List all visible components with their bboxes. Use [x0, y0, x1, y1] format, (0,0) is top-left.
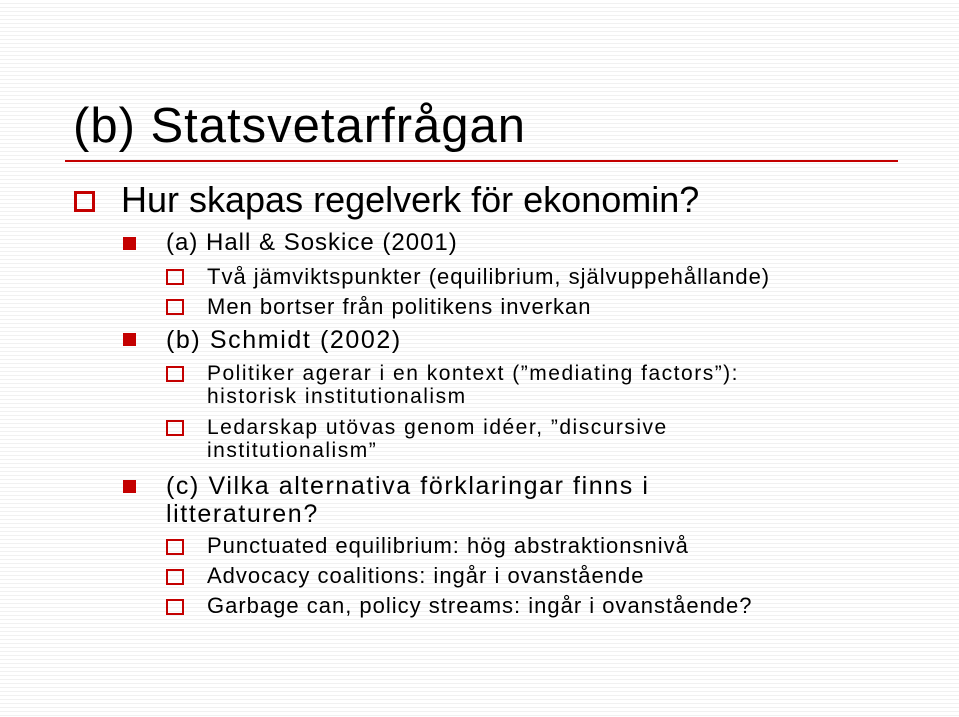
- hollow-square-icon: [166, 569, 184, 585]
- hollow-square-icon: [166, 420, 184, 436]
- hollow-square-icon: [166, 539, 184, 555]
- main-question: Hur skapas regelverk för ekonomin?: [121, 179, 700, 220]
- item-c-sub-2: Advocacy coalitions: ingår i ovanstående: [207, 563, 645, 588]
- item-a-sub-2: Men bortser från politikens inverkan: [207, 294, 592, 319]
- item-b-sub-1-line1: Politiker agerar i en kontext (”mediating factors”):: [207, 362, 740, 385]
- slide-title: (b) Statsvetarfrågan: [73, 99, 527, 153]
- item-c-label-line2: litteraturen?: [166, 500, 319, 528]
- item-b-sub-2-line2: institutionalism”: [207, 439, 378, 462]
- item-a-label: (a) Hall & Soskice (2001): [166, 229, 458, 256]
- hollow-square-icon: [166, 299, 184, 315]
- item-c-label-line1: (c) Vilka alternativa förklaringar finns i: [166, 472, 650, 500]
- item-b-sub-2-line1: Ledarskap utövas genom idéer, ”discursive: [207, 416, 668, 439]
- item-c-sub-3: Garbage can, policy streams: ingår i ovanstående?: [207, 593, 753, 618]
- item-a-sub-1: Två jämviktspunkter (equilibrium, självuppehållande): [207, 264, 771, 289]
- hollow-square-icon: [166, 366, 184, 382]
- hollow-square-icon: [74, 191, 95, 212]
- item-b-sub-1-line2: historisk institutionalism: [207, 385, 467, 408]
- filled-square-icon: [123, 237, 136, 250]
- item-c-sub-1: Punctuated equilibrium: hög abstraktionsnivå: [207, 533, 689, 558]
- hollow-square-icon: [166, 269, 184, 285]
- title-divider: [65, 160, 898, 162]
- hollow-square-icon: [166, 599, 184, 615]
- filled-square-icon: [123, 480, 136, 493]
- item-b-label: (b) Schmidt (2002): [166, 326, 402, 354]
- filled-square-icon: [123, 333, 136, 346]
